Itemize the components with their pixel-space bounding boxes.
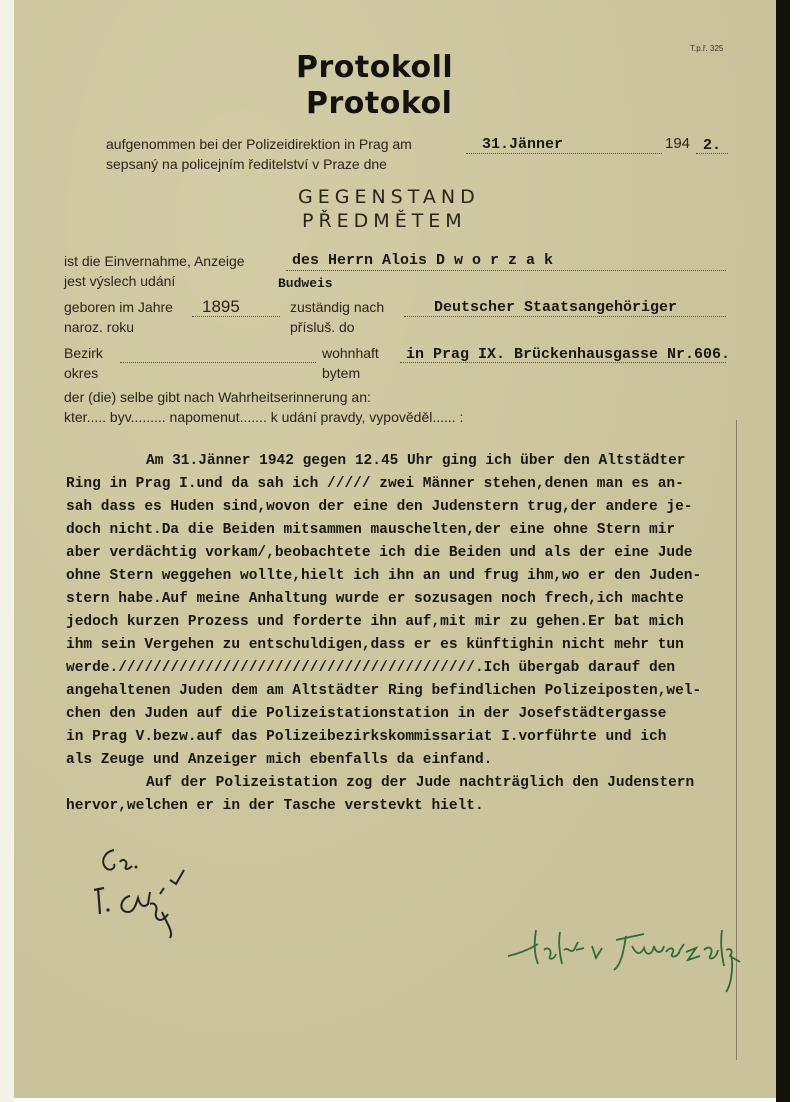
statement-value: des Herrn Alois D w o r z a k xyxy=(292,252,554,269)
statement-line xyxy=(286,270,726,271)
date-line xyxy=(466,153,662,154)
officer-initials-signature xyxy=(92,840,202,950)
subject-heading-german: GEGENSTAND xyxy=(298,186,480,208)
year-suffix: 2. xyxy=(703,137,722,154)
statement-line-8: jedoch kurzen Prozess und forderte ihn auf,mit mir zu gehen.Er bat mich xyxy=(66,614,684,630)
statement-line-15: Auf der Polizeistation zog der Jude nachträglich den Judenstern xyxy=(146,775,695,791)
scan-right-border xyxy=(776,0,790,1102)
statement-line-9: ihm sein Vergehen zu entschuldigen,dass er es künftighin nicht mehr tun xyxy=(66,637,684,653)
district-label-german: Bezirk xyxy=(64,345,103,361)
district-line xyxy=(120,362,316,363)
recorded-label-german: aufgenommen bei der Polizeidirektion in Prag am xyxy=(106,136,412,152)
recorded-label-czech: sepsaný na policejním ředitelství v Praze dne xyxy=(106,156,387,172)
jurisdiction-label-german: zuständig nach xyxy=(290,299,385,315)
jurisdiction-label-czech: přísluš. do xyxy=(290,319,355,335)
title-german: Protokoll xyxy=(296,50,454,85)
statement-line-10: werde./////////////////////////////////////////.Ich übergab darauf den xyxy=(66,660,676,676)
statement-line-12: chen den Juden auf die Polizeistationstation in der Josefstädtergasse xyxy=(66,706,667,722)
statement-line-14: als Zeuge und Anzeiger mich ebenfalls da einfand. xyxy=(66,752,493,768)
subject-heading-czech: PŘEDMĚTEM xyxy=(302,210,467,232)
born-value: 1895 xyxy=(202,297,240,316)
residence-label-czech: bytem xyxy=(322,365,361,381)
form-code: T.p.ř. 325 xyxy=(690,44,724,53)
residence-value: in Prag IX. Brückenhausgasse Nr.606. xyxy=(406,346,731,363)
statement-line-5: aber verdächtig vorkam/,beobachtete ich die Beiden und als der eine Jude xyxy=(66,545,693,561)
truth-reminder-czech: kter..... byv......... napomenut....... k udání pravdy, vypověděl...... : xyxy=(64,409,464,425)
place-value: Budweis xyxy=(278,276,333,291)
residence-label-german: wohnhaft xyxy=(322,345,379,361)
year-line xyxy=(696,153,728,154)
born-label-czech: naroz. roku xyxy=(64,319,135,335)
scan-left-border xyxy=(0,0,14,1102)
witness-signature xyxy=(504,920,744,1000)
statement-line-2: Ring in Prag I.und da sah ich ///// zwei Männer stehen,denen man es an- xyxy=(66,476,684,492)
statement-line-7: stern habe.Auf meine Anhaltung wurde er sozusagen noch frech,ich machte xyxy=(66,591,684,607)
statement-line-11: angehaltenen Juden dem am Altstädter Ring befindlichen Polizeiposten,wel- xyxy=(66,683,702,699)
statement-label-czech: jest výslech udání xyxy=(64,273,176,289)
date-value: 31.Jänner xyxy=(482,136,564,153)
statement-line-1: Am 31.Jänner 1942 gegen 12.45 Uhr ging ich über den Altstädter xyxy=(146,453,686,469)
title-czech: Protokol xyxy=(306,86,453,121)
statement-line-4: doch nicht.Da die Beiden mitsammen mauschelten,der eine ohne Stern mir xyxy=(66,522,676,538)
statement-line-13: in Prag V.bezw.auf das Polizeibezirkskommissariat I.vorführte und ich xyxy=(66,729,667,745)
year-prefix: 194 xyxy=(665,135,691,152)
district-label-czech: okres xyxy=(64,365,99,381)
born-label-german: geboren im Jahre xyxy=(64,299,173,315)
truth-reminder-german: der (die) selbe gibt nach Wahrheitserinnerung an: xyxy=(64,389,371,405)
statement-label-german: ist die Einvernahme, Anzeige xyxy=(64,253,245,269)
statement-line-6: ohne Stern weggehen wollte,hielt ich ihn an und frug ihm,wo er den Juden- xyxy=(66,568,702,584)
statement-line-3: sah dass es Huden sind,wovon der eine den Judenstern trug,der andere je- xyxy=(66,499,693,515)
statement-line-16: hervor,welchen er in der Tasche verstevkt hielt. xyxy=(66,798,484,814)
jurisdiction-value: Deutscher Staatsangehöriger xyxy=(434,299,678,316)
jurisdiction-line xyxy=(404,316,726,317)
